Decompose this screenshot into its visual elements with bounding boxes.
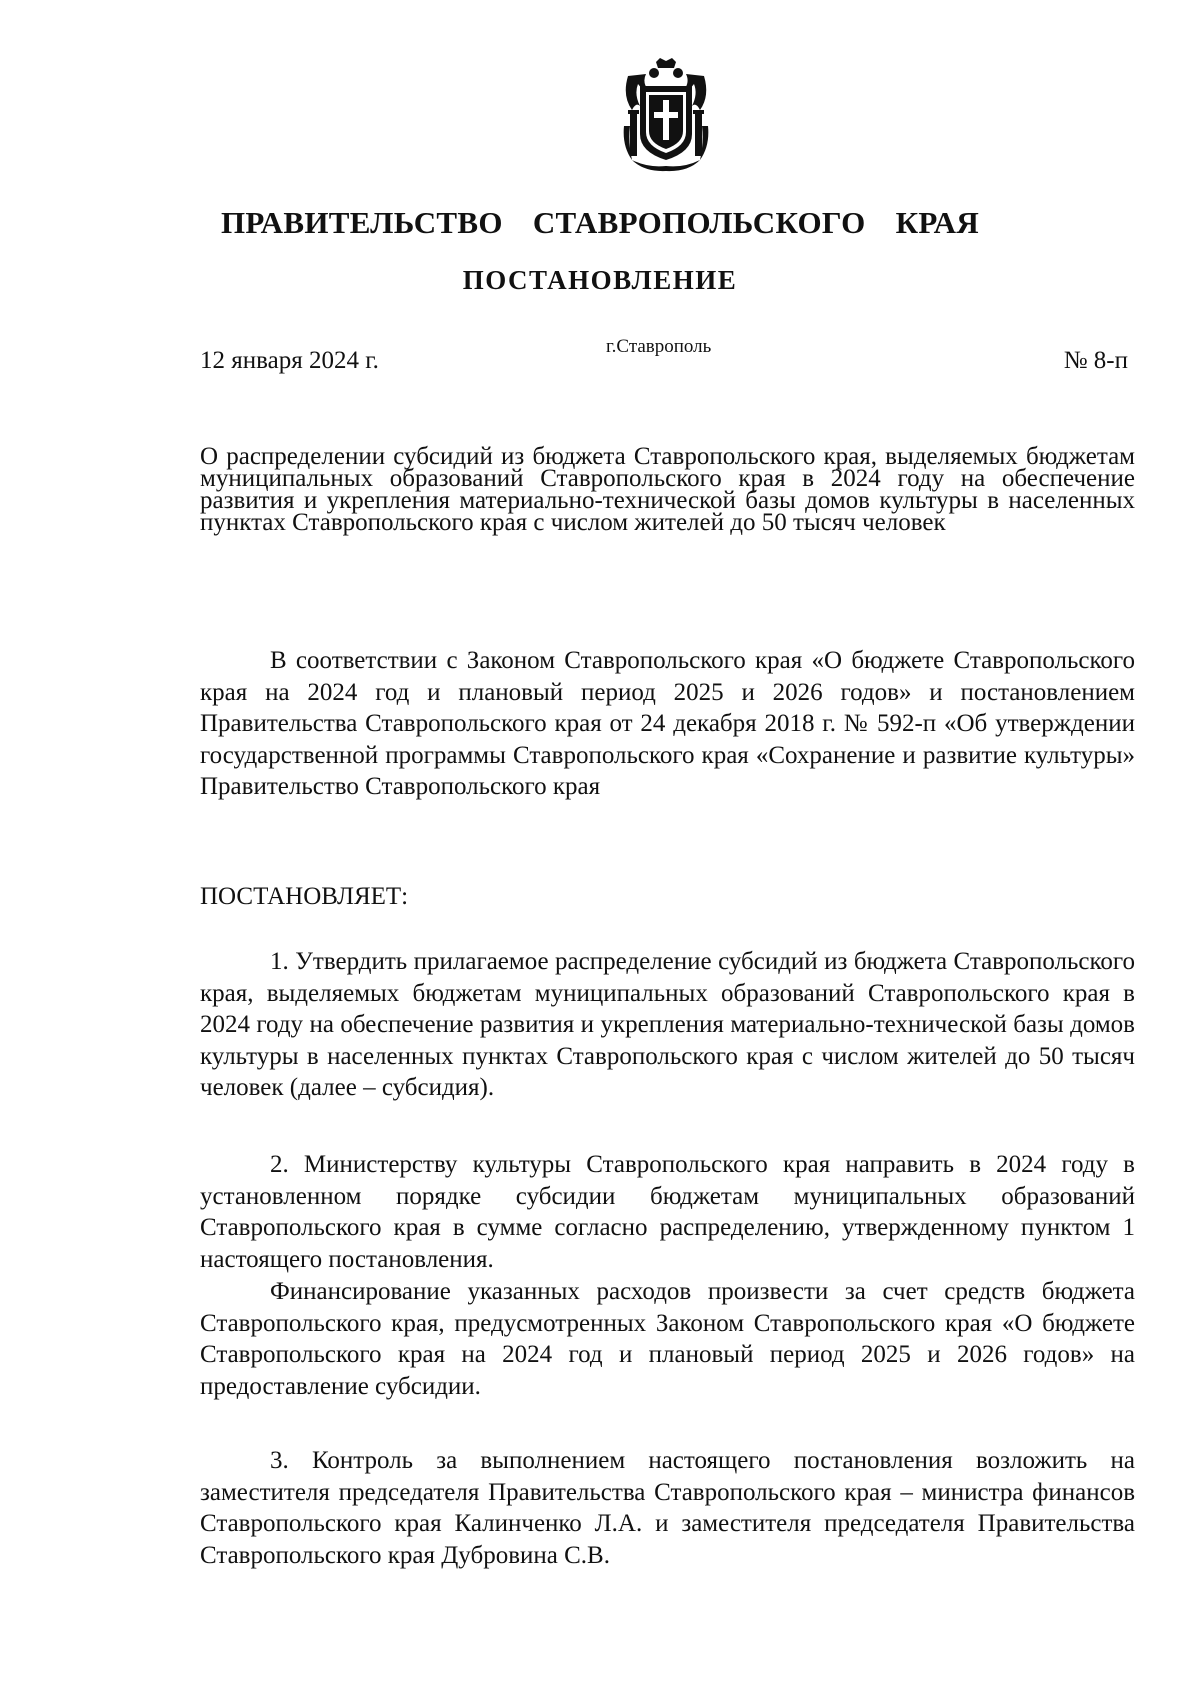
document-date: 12 января 2024 г.: [200, 347, 379, 374]
document-number: № 8-п: [1063, 347, 1128, 374]
preamble-paragraph: В соответствии с Законом Ставропольского края «О бюджете Ставропольского края на 2024 год и плановый период 2025 и 2026 годов» и постановлением Правительства Ставропольского края от 24 декабря 2018 г. № 592-п «Об утверждении государственной программы Ставропольского края «Сохранение и развитие культуры» Правительство Ставропольского края: [200, 647, 1135, 800]
resolves-heading: ПОСТАНОВЛЯЕТ:: [200, 883, 409, 910]
item-2-financing-paragraph: Финансирование указанных расходов произвести за счет средств бюджета Ставропольского края, предусмотренных Законом Ставропольского края «О бюджете Ставропольского края на 2024 год и плановый период 2025 и 2026 годов» на предоставление субсидии.: [200, 1278, 1135, 1400]
document-subject: О распределении субсидий из бюджета Ставропольского края, выделяемых бюджетам муниципальных образований Ставропольского края в 2024 году на обеспечение развития и укрепления материально-технической базы домов культуры в населенных пунктах Ставропольского края с числом жителей до 50 тысяч человек: [200, 443, 1135, 536]
coat-of-arms-icon: [618, 56, 714, 172]
document-type: ПОСТАНОВЛЕНИЕ: [462, 265, 738, 295]
item-2-paragraph: 2. Министерству культуры Ставропольского края направить в 2024 году в установленном порядке субсидии бюджетам муниципальных образований Ставропольского края в сумме согласно распределению, утвержденному пунктом 1 настоящего постановления.: [200, 1151, 1135, 1273]
government-title: ПРАВИТЕЛЬСТВО СТАВРОПОЛЬСКОГО КРАЯ: [220, 205, 980, 240]
item-3-paragraph: 3. Контроль за выполнением настоящего постановления возложить на заместителя председателя Правительства Ставропольского края – министра финансов Ставропольского края Калинченко Л.А. и заместителя председателя Правительства Ставропольского края Дубровина С.В.: [200, 1447, 1135, 1569]
document-city: г.Ставрополь: [606, 336, 712, 357]
item-1-paragraph: 1. Утвердить прилагаемое распределение субсидий из бюджета Ставропольского края, выделяемых бюджетам муниципальных образований Ставропольского края в 2024 году на обеспечение развития и укрепления материально-технической базы домов культуры в населенных пунктах Ставропольского края с числом жителей до 50 тысяч человек (далее – субсидия).: [200, 948, 1135, 1101]
